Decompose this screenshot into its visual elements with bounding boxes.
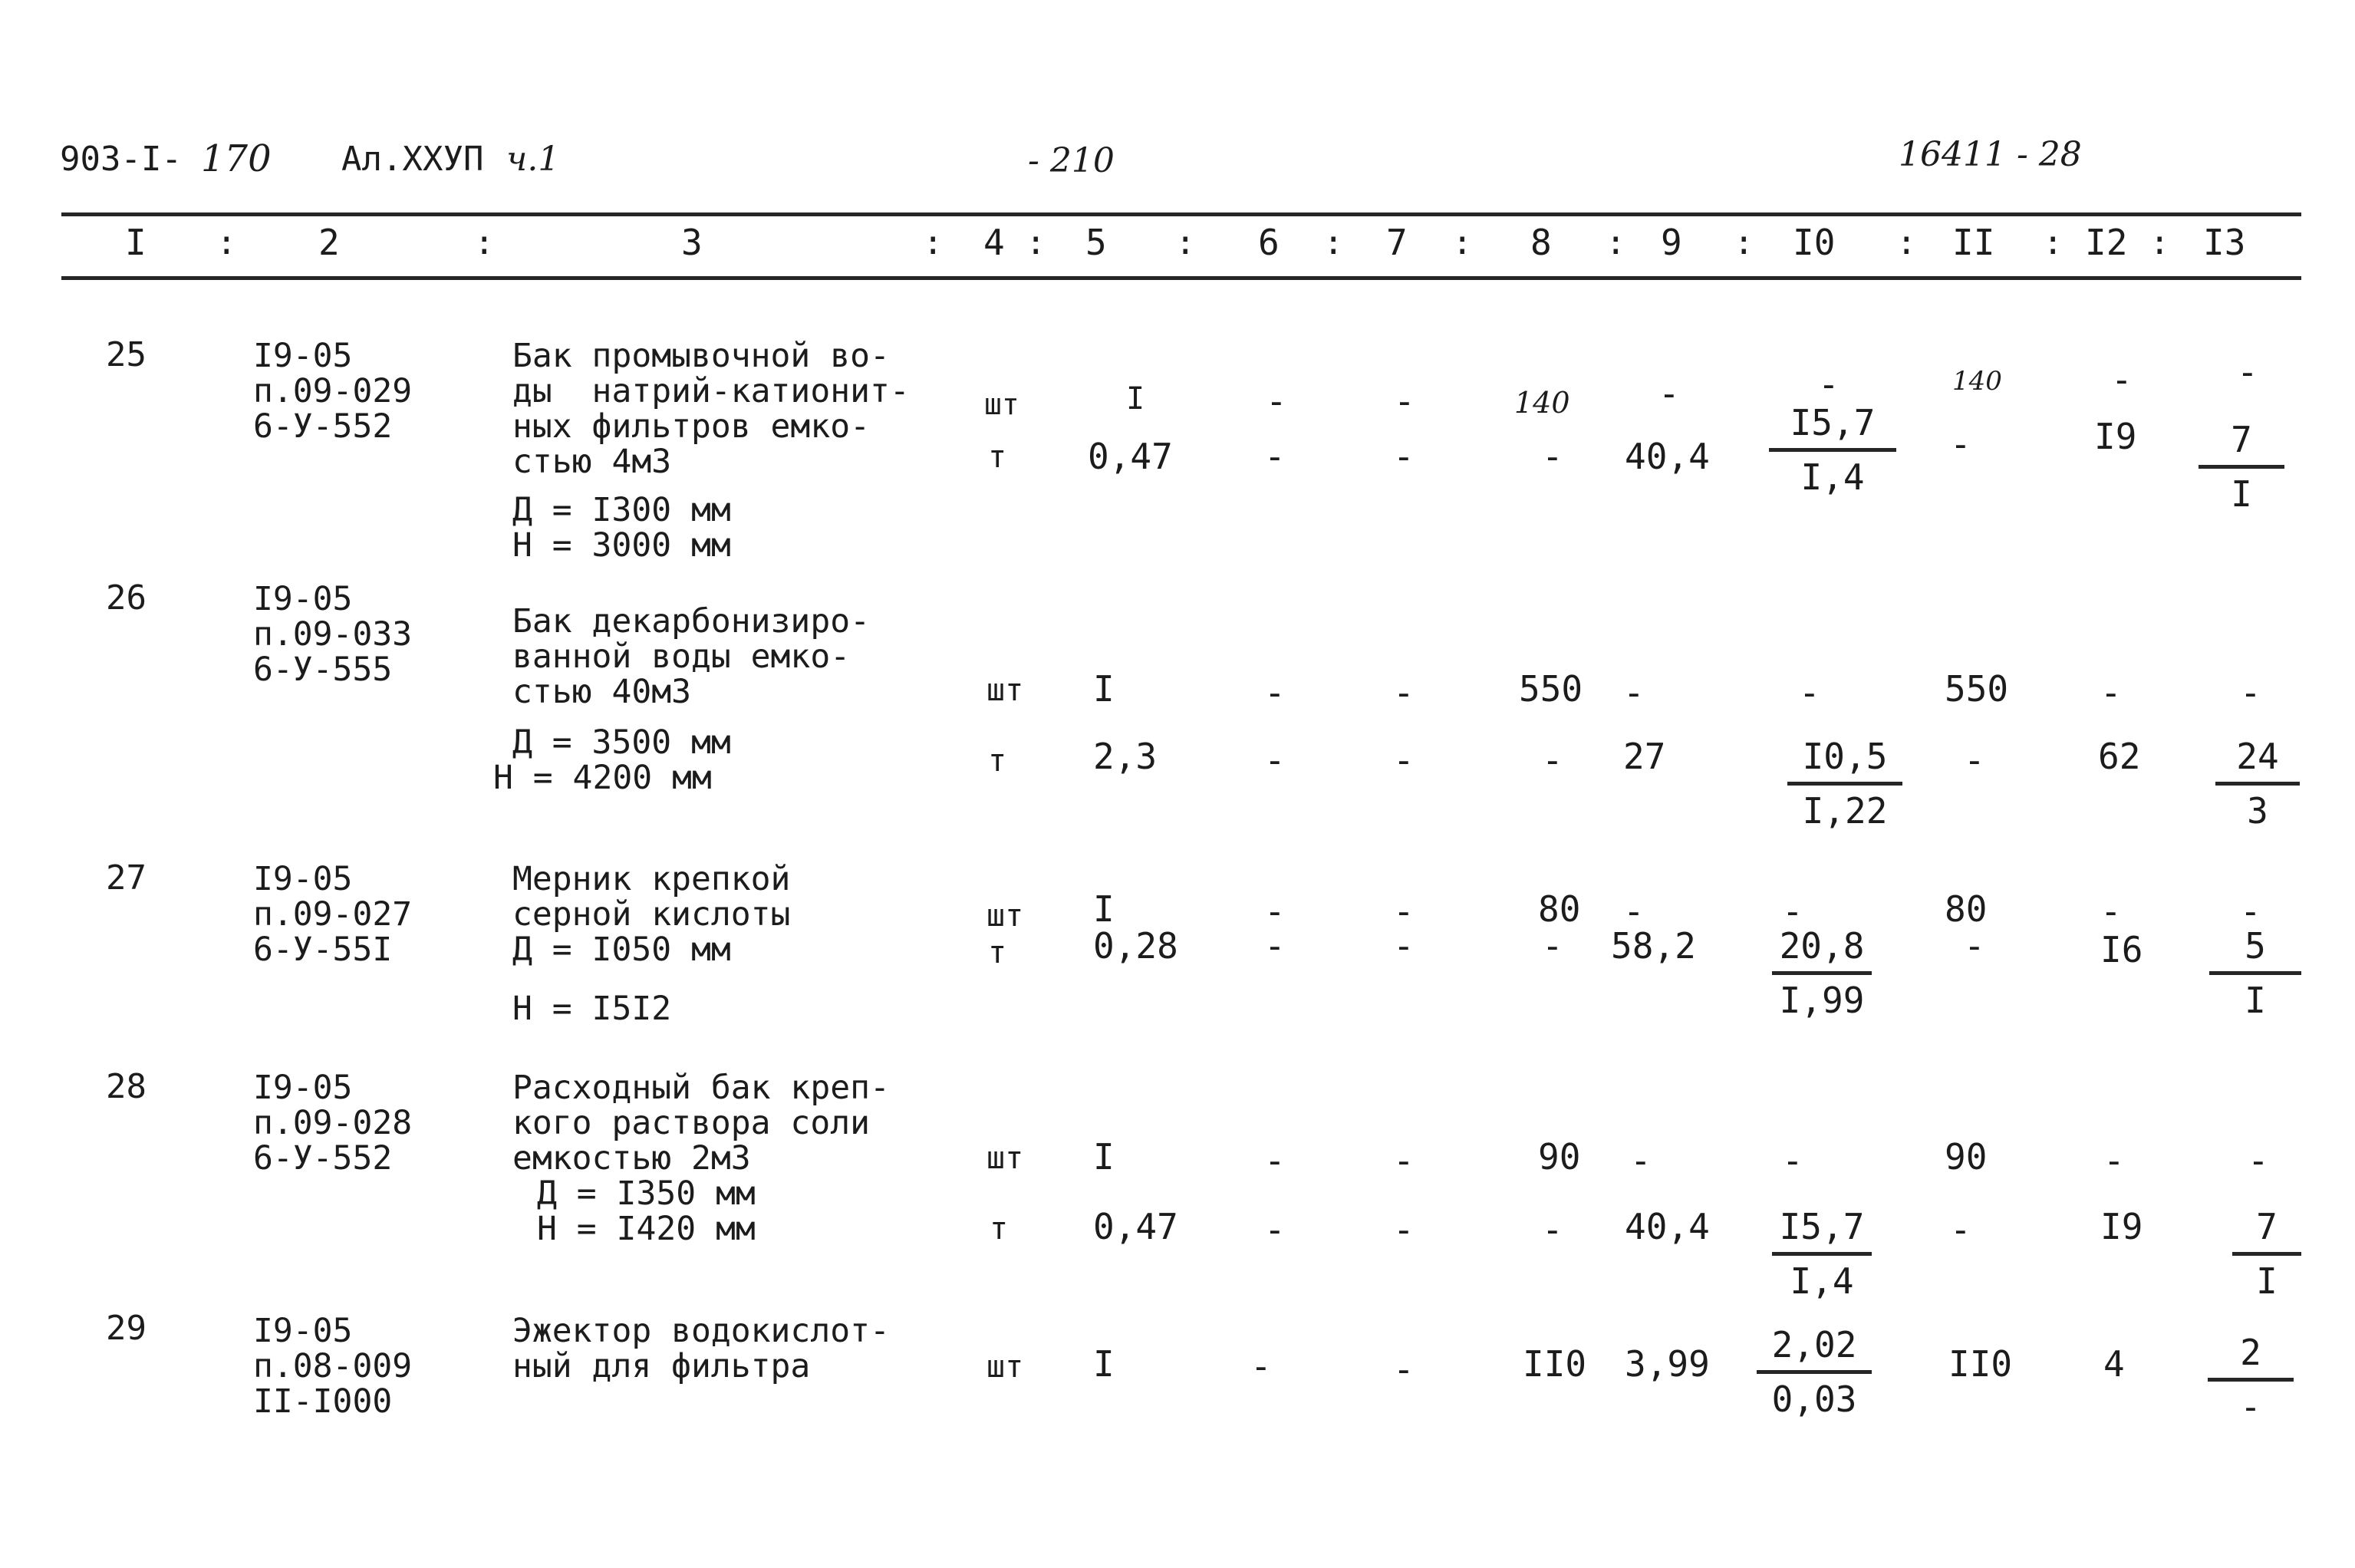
value-cell: 3,99 xyxy=(1625,1343,1710,1385)
value-cell: - xyxy=(1964,740,1985,781)
fraction-numerator: 2,02 xyxy=(1771,1324,1857,1365)
column-header-2: 2 xyxy=(318,222,340,263)
column-header-1: I xyxy=(125,222,147,263)
column-header-10: I0 xyxy=(1793,222,1836,263)
row-code-line: I9-05 xyxy=(253,580,353,618)
value-cell: - xyxy=(1393,891,1415,932)
sheet-number-handwritten: 16411 - 28 xyxy=(1899,135,2082,174)
unit-cell: шт xyxy=(986,1349,1024,1385)
value-cell: - xyxy=(2240,672,2261,713)
value-cell: II0 xyxy=(1948,1343,2013,1385)
fraction-numerator: 24 xyxy=(2236,736,2279,777)
value-cell: 27 xyxy=(1623,736,1666,777)
value-cell: - xyxy=(1393,672,1415,713)
fraction-cell xyxy=(2208,1332,2294,1428)
row-code-line: I9-05 xyxy=(253,860,353,898)
page-number-handwritten: - 210 xyxy=(1028,141,1115,180)
unit-cell: шт xyxy=(986,1141,1024,1176)
value-cell: - xyxy=(1623,891,1645,932)
value-cell: - xyxy=(1264,672,1286,713)
unit-cell: т xyxy=(988,935,1007,970)
album-label: Ал.ХХУП xyxy=(341,140,484,179)
fraction-bar xyxy=(2215,782,2300,786)
value-cell: - xyxy=(1658,373,1680,414)
value-cell: 2,3 xyxy=(1093,736,1158,777)
fraction-cell xyxy=(1772,1206,1872,1302)
value-cell: 0,47 xyxy=(1088,436,1173,477)
value-cell: - xyxy=(1630,1140,1652,1181)
row-description-line: стью 40м3 xyxy=(512,673,691,711)
value-cell: - xyxy=(1264,436,1286,477)
value-cell: - xyxy=(1542,1209,1563,1250)
unit-cell: т xyxy=(988,440,1007,475)
fraction-cell xyxy=(1757,1324,1872,1420)
value-cell: 0,28 xyxy=(1093,925,1178,967)
fraction-denominator: I xyxy=(2256,1260,2278,1302)
row-code-line: п.09-029 xyxy=(253,372,413,410)
value-cell: - xyxy=(2103,1140,2125,1181)
column-separator: : xyxy=(2149,223,2170,262)
row-description-line: ды натрий-катионит- xyxy=(512,372,910,410)
value-cell-handwritten: 140 xyxy=(1514,386,1570,420)
row-description-line: ных фильтров емко- xyxy=(512,407,870,446)
column-separator: : xyxy=(1896,223,1917,262)
fraction-denominator: I,22 xyxy=(1802,790,1888,832)
row-code-line: II-I000 xyxy=(253,1382,393,1421)
value-cell: - xyxy=(1264,891,1286,932)
value-cell: - xyxy=(1393,436,1415,477)
fraction-denominator: I,4 xyxy=(1800,456,1865,498)
fraction-denominator: I,4 xyxy=(1790,1260,1854,1302)
value-cell: I xyxy=(1093,1136,1115,1178)
column-separator: : xyxy=(1175,223,1196,262)
column-header-4: 4 xyxy=(983,222,1005,263)
fraction-numerator: I5,7 xyxy=(1790,402,1876,443)
value-cell: - xyxy=(1394,380,1415,422)
row-dimension-line: Н = 4200 мм xyxy=(493,759,712,797)
row-number: 25 xyxy=(106,335,147,374)
value-cell: 550 xyxy=(1945,668,2009,710)
value-cell: - xyxy=(1782,1140,1803,1181)
value-cell: - xyxy=(2100,891,2122,932)
row-dimension-line: Н = I5I2 xyxy=(512,990,672,1028)
row-description-line: Бак декарбонизиро- xyxy=(512,602,870,641)
row-code-line: I9-05 xyxy=(253,1069,353,1107)
column-header-8: 8 xyxy=(1530,222,1552,263)
fraction-denominator: 0,03 xyxy=(1771,1379,1857,1420)
value-cell: 62 xyxy=(2098,736,2141,777)
value-cell: - xyxy=(1964,925,1985,967)
document-code: 903-I- xyxy=(60,140,182,179)
value-cell: 58,2 xyxy=(1611,925,1696,967)
fraction-bar xyxy=(1757,1370,1872,1374)
column-header-7: 7 xyxy=(1386,222,1408,263)
value-cell: - xyxy=(2111,359,2133,400)
value-cell: - xyxy=(1264,925,1286,967)
row-code-line: 6-У-55I xyxy=(253,931,393,969)
value-cell: - xyxy=(1542,740,1563,781)
value-cell: 80 xyxy=(1945,888,1988,930)
value-cell: - xyxy=(1393,925,1415,967)
row-description-line: Д = I050 мм xyxy=(512,931,731,969)
value-cell: 90 xyxy=(1538,1136,1581,1178)
column-separator: : xyxy=(216,223,237,262)
row-description-line: Расходный бак креп- xyxy=(512,1069,890,1107)
column-separator: : xyxy=(2043,223,2064,262)
value-cell: - xyxy=(1950,423,1971,465)
value-cell: 0,47 xyxy=(1093,1206,1178,1247)
header-rule-top xyxy=(61,212,2301,216)
album-part-handwritten: ч.1 xyxy=(506,140,560,179)
value-cell: - xyxy=(1393,1140,1415,1181)
column-separator: : xyxy=(1026,223,1046,262)
value-cell: I xyxy=(1093,1343,1115,1385)
value-cell: - xyxy=(1264,1209,1286,1250)
row-code-line: п.09-028 xyxy=(253,1104,413,1142)
column-header-6: 6 xyxy=(1258,222,1280,263)
value-cell: 40,4 xyxy=(1625,436,1710,477)
value-cell: 4 xyxy=(2103,1343,2125,1385)
fraction-denominator: - xyxy=(2240,1386,2261,1428)
fraction-numerator: 2 xyxy=(2240,1332,2261,1373)
row-number: 29 xyxy=(106,1309,147,1348)
row-description-line: Бак промывочной во- xyxy=(512,337,890,375)
value-cell: - xyxy=(1542,925,1563,967)
value-cell: - xyxy=(1264,1140,1286,1181)
unit-cell: шт xyxy=(984,387,1019,421)
fraction-denominator: I xyxy=(2231,473,2252,515)
fraction-bar xyxy=(1769,448,1896,452)
value-cell: I xyxy=(1093,668,1115,710)
column-header-9: 9 xyxy=(1661,222,1682,263)
value-cell: - xyxy=(1393,740,1415,781)
value-cell: - xyxy=(1542,436,1563,477)
fraction-cell xyxy=(1772,925,1872,1021)
document-code-handwritten: 170 xyxy=(201,137,272,180)
unit-cell: т xyxy=(990,1211,1009,1247)
fraction-numerator: 20,8 xyxy=(1779,925,1865,967)
fraction-cell xyxy=(2215,736,2300,832)
fraction-bar xyxy=(1772,1252,1872,1256)
fraction-numerator: I5,7 xyxy=(1779,1206,1865,1247)
row-description-line: емкостью 2м3 xyxy=(512,1139,751,1178)
column-separator: : xyxy=(1606,223,1626,262)
column-separator: : xyxy=(1323,223,1344,262)
value-cell: II0 xyxy=(1523,1343,1587,1385)
fraction-bar xyxy=(2209,971,2301,975)
value-cell: I9 xyxy=(2094,416,2137,457)
column-separator: : xyxy=(474,223,495,262)
row-description-line: Мерник крепкой xyxy=(512,860,791,898)
value-cell: - xyxy=(1950,1209,1971,1250)
header-rule-bottom xyxy=(61,276,2301,280)
unit-cell: шт xyxy=(986,898,1024,934)
value-cell: I9 xyxy=(2100,1206,2143,1247)
value-cell: I xyxy=(1093,888,1115,930)
row-code-line: 6-У-555 xyxy=(253,651,393,689)
row-code-line: I9-05 xyxy=(253,1312,353,1350)
fraction-cell xyxy=(2209,925,2301,1021)
row-description-line: ный для фильтра xyxy=(512,1347,811,1385)
fraction-bar xyxy=(2232,1252,2301,1256)
value-cell: - xyxy=(2237,351,2258,393)
row-description-line: Эжектор водокислот- xyxy=(512,1312,890,1350)
row-description-line: стью 4м3 xyxy=(512,443,672,481)
value-cell: - xyxy=(1799,672,1820,713)
fraction-denominator: 3 xyxy=(2247,790,2268,832)
fraction-bar xyxy=(1787,782,1902,786)
fraction-cell xyxy=(2232,1206,2301,1302)
row-description-line: серной кислоты xyxy=(512,895,791,934)
value-cell: - xyxy=(1393,1209,1415,1250)
fraction-denominator: I xyxy=(2245,980,2266,1021)
fraction-cell xyxy=(1769,402,1896,498)
value-cell: - xyxy=(1623,672,1645,713)
column-separator: : xyxy=(1452,223,1473,262)
value-cell: - xyxy=(1782,891,1803,932)
value-cell: - xyxy=(1818,364,1840,405)
column-separator: : xyxy=(923,223,944,262)
value-cell: - xyxy=(1266,380,1287,422)
value-cell: - xyxy=(1250,1346,1272,1387)
row-code-line: п.09-027 xyxy=(253,895,413,934)
row-number: 28 xyxy=(106,1067,147,1106)
value-cell: 80 xyxy=(1538,888,1581,930)
row-dimension-line: Н = 3000 мм xyxy=(512,526,731,565)
row-dimension-line: Д = I350 мм xyxy=(537,1174,756,1213)
column-header-11: II xyxy=(1952,222,1995,263)
fraction-numerator: 7 xyxy=(2231,419,2252,460)
row-code-line: п.08-009 xyxy=(253,1347,413,1385)
row-dimension-line: Д = 3500 мм xyxy=(512,723,731,762)
column-header-5: 5 xyxy=(1085,222,1107,263)
fraction-bar xyxy=(2208,1378,2294,1382)
row-code-line: 6-У-552 xyxy=(253,1139,393,1178)
unit-cell: т xyxy=(988,743,1007,779)
value-cell: 90 xyxy=(1945,1136,1988,1178)
fraction-numerator: 7 xyxy=(2256,1206,2278,1247)
value-cell-handwritten: 140 xyxy=(1952,366,2002,397)
row-dimension-line: Д = I300 мм xyxy=(512,491,731,529)
value-cell: 550 xyxy=(1519,668,1583,710)
row-description-line: ванной воды емко- xyxy=(512,637,851,676)
fraction-bar xyxy=(1772,971,1872,975)
fraction-cell xyxy=(1787,736,1902,832)
unit-cell: шт xyxy=(986,673,1024,708)
value-cell: - xyxy=(2100,672,2122,713)
value-cell: I6 xyxy=(2100,929,2143,970)
row-code-line: I9-05 xyxy=(253,337,353,375)
fraction-denominator: I,99 xyxy=(1779,980,1865,1021)
fraction-bar xyxy=(2199,465,2284,469)
column-header-13: I3 xyxy=(2203,222,2246,263)
row-number: 27 xyxy=(106,858,147,898)
row-dimension-line: Н = I420 мм xyxy=(537,1210,756,1248)
value-cell: - xyxy=(2248,1140,2269,1181)
fraction-numerator: I0,5 xyxy=(1802,736,1888,777)
row-code-line: п.09-033 xyxy=(253,615,413,654)
column-header-12: I2 xyxy=(2085,222,2128,263)
column-separator: : xyxy=(1734,223,1754,262)
value-cell: - xyxy=(2240,891,2261,932)
row-description-line: кого раствора соли xyxy=(512,1104,870,1142)
row-number: 26 xyxy=(106,578,147,618)
value-cell: 40,4 xyxy=(1625,1206,1710,1247)
row-code-line: 6-У-552 xyxy=(253,407,393,446)
value-cell: - xyxy=(1393,1349,1415,1390)
value-cell: I xyxy=(1126,381,1145,417)
value-cell: - xyxy=(1264,740,1286,781)
fraction-cell xyxy=(2199,419,2284,515)
column-header-3: 3 xyxy=(681,222,703,263)
fraction-numerator: 5 xyxy=(2245,925,2266,967)
